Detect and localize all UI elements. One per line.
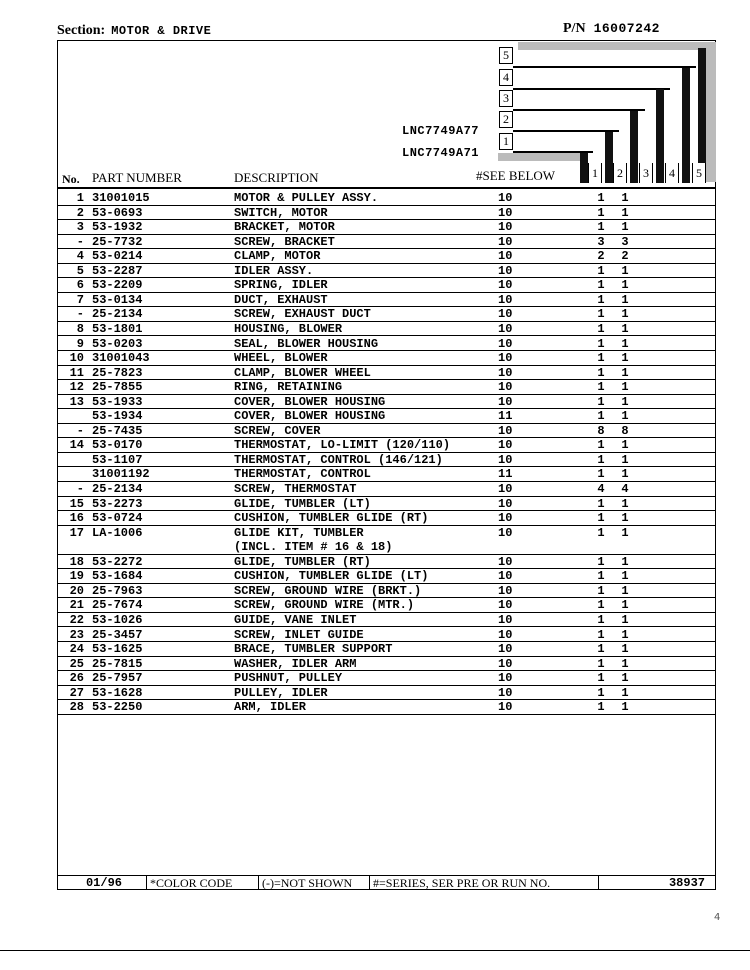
- row-description: SPRING, IDLER: [234, 278, 328, 293]
- row-qty-2: 1: [621, 438, 629, 453]
- row-part-number: 25-7957: [92, 671, 143, 686]
- row-number: -: [76, 482, 84, 496]
- row-number: 3: [76, 220, 84, 235]
- row-number: 18: [69, 554, 84, 569]
- series-stair-column: [605, 132, 613, 183]
- row-qty-2: 1: [621, 336, 629, 351]
- series-stair-shading: [518, 42, 716, 50]
- row-see-below: 10: [498, 612, 513, 627]
- pn-label: P/N: [563, 21, 586, 36]
- row-qty-2: 1: [621, 612, 629, 627]
- row-qty-2: 1: [621, 598, 629, 613]
- row-see-below: 10: [498, 569, 513, 584]
- row-part-number: 53-1684: [92, 569, 143, 584]
- series-stair-shading: [706, 42, 716, 182]
- row-qty-1: 2: [597, 249, 605, 264]
- row-see-below: 10: [498, 452, 513, 467]
- row-qty-2: 1: [621, 627, 629, 642]
- row-qty-2: 1: [621, 671, 629, 686]
- table-row: [58, 322, 715, 337]
- row-qty-1: 1: [597, 700, 605, 715]
- row-number: 20: [69, 583, 84, 598]
- row-part-number: 25-2134: [92, 482, 143, 496]
- row-number: -: [76, 423, 84, 438]
- row-see-below: 10: [498, 249, 513, 264]
- row-number: 13: [69, 394, 84, 409]
- table-row: [58, 293, 715, 308]
- row-see-below: 10: [498, 482, 513, 496]
- row-part-number: 25-7963: [92, 583, 143, 598]
- row-description: GUIDE, VANE INLET: [234, 612, 357, 627]
- row-qty-2: 1: [621, 278, 629, 293]
- table-row: [58, 540, 715, 555]
- row-number: -: [76, 234, 84, 249]
- series-leader-line: [513, 88, 670, 90]
- table-row: [58, 453, 715, 468]
- row-qty-2: 1: [621, 569, 629, 584]
- footer-legend: [58, 875, 715, 890]
- row-description: GLIDE KIT, TUMBLER: [234, 525, 364, 540]
- row-number: 23: [69, 627, 84, 642]
- row-part-number: 53-0724: [92, 511, 143, 526]
- table-row: [58, 555, 715, 570]
- row-qty-1: 1: [597, 671, 605, 686]
- row-description: SWITCH, MOTOR: [234, 205, 328, 220]
- row-qty-1: 4: [597, 482, 605, 496]
- row-part-number: 25-7435: [92, 423, 143, 438]
- table-row: [58, 409, 715, 424]
- row-qty-1: 1: [597, 525, 605, 540]
- row-number: 8: [76, 321, 84, 336]
- row-number: 14: [69, 438, 84, 453]
- table-row: [58, 628, 715, 643]
- row-qty-1: 1: [597, 263, 605, 278]
- row-part-number: 53-1801: [92, 321, 143, 336]
- table-row: [58, 482, 715, 497]
- table-row: [58, 497, 715, 512]
- row-qty-1: 1: [597, 685, 605, 700]
- row-qty-2: 1: [621, 380, 629, 395]
- row-qty-2: 1: [621, 452, 629, 467]
- row-description: SCREW, GROUND WIRE (BRKT.): [234, 583, 422, 598]
- row-qty-2: 1: [621, 685, 629, 700]
- row-qty-2: 1: [621, 511, 629, 526]
- row-qty-1: 1: [597, 409, 605, 424]
- row-part-number: 31001043: [92, 351, 150, 366]
- row-part-number: 25-7855: [92, 380, 143, 395]
- row-qty-1: 1: [597, 351, 605, 366]
- row-see-below: 10: [498, 598, 513, 613]
- row-see-below: 10: [498, 307, 513, 322]
- row-see-below: 10: [498, 263, 513, 278]
- table-row: [58, 657, 715, 672]
- row-see-below: 10: [498, 583, 513, 598]
- row-qty-1: 1: [597, 438, 605, 453]
- row-part-number: 53-2287: [92, 263, 143, 278]
- row-qty-1: 1: [597, 307, 605, 322]
- row-see-below: 10: [498, 336, 513, 351]
- model-number: LNC7749A77: [402, 124, 480, 138]
- row-number: 12: [69, 380, 84, 395]
- row-description: THERMOSTAT, CONTROL: [234, 467, 371, 482]
- row-qty-2: 1: [621, 467, 629, 482]
- qty-column-3: 3: [639, 163, 653, 183]
- row-number: 22: [69, 612, 84, 627]
- row-qty-1: 1: [597, 627, 605, 642]
- footer-series-legend: #=SERIES, SER PRE OR RUN NO.: [369, 876, 550, 890]
- column-header-description: DESCRIPTION: [234, 170, 319, 185]
- qty-column-2: 2: [613, 163, 627, 183]
- row-number: 16: [69, 511, 84, 526]
- series-box-5: 5: [499, 47, 513, 64]
- row-part-number: 31001015: [92, 191, 150, 205]
- table-row: [58, 264, 715, 279]
- row-description: GLIDE, TUMBLER (LT): [234, 496, 371, 511]
- table-row: [58, 337, 715, 352]
- pn-value: 16007242: [593, 21, 660, 36]
- series-stair-column: [580, 153, 588, 183]
- row-qty-1: 1: [597, 452, 605, 467]
- row-qty-2: 2: [621, 249, 629, 264]
- row-description: DUCT, EXHAUST: [234, 292, 328, 307]
- row-part-number: 25-3457: [92, 627, 143, 642]
- row-number: 24: [69, 642, 84, 657]
- row-description: SCREW, BRACKET: [234, 234, 335, 249]
- row-part-number: 53-1625: [92, 642, 143, 657]
- row-part-number: 53-2273: [92, 496, 143, 511]
- row-qty-1: 1: [597, 656, 605, 671]
- column-header-no: No.: [62, 172, 80, 186]
- row-see-below: 10: [498, 351, 513, 366]
- row-qty-1: 1: [597, 205, 605, 220]
- table-row: [58, 366, 715, 381]
- table-row: [58, 235, 715, 250]
- series-stair-column: [656, 89, 664, 183]
- row-see-below: 10: [498, 496, 513, 511]
- row-part-number: 53-1628: [92, 685, 143, 700]
- table-row: [58, 424, 715, 439]
- row-qty-1: 1: [597, 583, 605, 598]
- row-qty-2: 4: [621, 482, 629, 496]
- footer-divider: [598, 876, 602, 890]
- row-number: 26: [69, 671, 84, 686]
- header-rule: [58, 187, 715, 189]
- row-see-below: 10: [498, 191, 513, 205]
- footer-color-code: *COLOR CODE: [146, 876, 232, 890]
- row-rule: [58, 714, 715, 715]
- row-see-below: 10: [498, 278, 513, 293]
- table-row: [58, 671, 715, 686]
- row-part-number: 53-0693: [92, 205, 143, 220]
- row-part-number: 53-2250: [92, 700, 143, 715]
- row-part-number: 53-1107: [92, 452, 143, 467]
- row-qty-2: 1: [621, 321, 629, 336]
- series-box-2: 2: [499, 111, 513, 128]
- part-number-heading: [563, 21, 660, 37]
- row-qty-2: 1: [621, 583, 629, 598]
- qty-column-4: 4: [665, 163, 679, 183]
- row-description: BRACE, TUMBLER SUPPORT: [234, 642, 393, 657]
- row-qty-1: 1: [597, 220, 605, 235]
- table-row: [58, 351, 715, 366]
- row-number: 10: [69, 351, 84, 366]
- row-description: SCREW, EXHAUST DUCT: [234, 307, 371, 322]
- row-qty-1: 1: [597, 278, 605, 293]
- row-qty-2: 1: [621, 365, 629, 380]
- table-row: [58, 307, 715, 322]
- series-stair-column: [682, 68, 690, 183]
- row-description: HOUSING, BLOWER: [234, 321, 343, 336]
- row-qty-2: 1: [621, 700, 629, 715]
- row-see-below: 10: [498, 321, 513, 336]
- row-part-number: 53-2209: [92, 278, 143, 293]
- row-description: WASHER, IDLER ARM: [234, 656, 357, 671]
- row-qty-1: 8: [597, 423, 605, 438]
- table-row: [58, 395, 715, 410]
- row-see-below: 10: [498, 642, 513, 657]
- row-number: 25: [69, 656, 84, 671]
- row-see-below: 10: [498, 700, 513, 715]
- footer-not-shown: (-)=NOT SHOWN: [258, 876, 352, 890]
- row-part-number: 53-1932: [92, 220, 143, 235]
- series-box-3: 3: [499, 90, 513, 107]
- table-row: [58, 569, 715, 584]
- row-see-below: 10: [498, 525, 513, 540]
- row-see-below: 10: [498, 380, 513, 395]
- table-row: [58, 584, 715, 599]
- table-row: [58, 278, 715, 293]
- row-see-below: 10: [498, 554, 513, 569]
- row-see-below: 10: [498, 365, 513, 380]
- row-number: 21: [69, 598, 84, 613]
- row-qty-2: 1: [621, 263, 629, 278]
- row-description: THERMOSTAT, CONTROL (146/121): [234, 452, 443, 467]
- table-row: [58, 220, 715, 235]
- page-bottom-rule: [0, 950, 750, 951]
- row-qty-2: 1: [621, 292, 629, 307]
- table-row: [58, 686, 715, 701]
- table-row: [58, 613, 715, 628]
- row-description: WHEEL, BLOWER: [234, 351, 328, 366]
- row-part-number: 53-0134: [92, 292, 143, 307]
- row-qty-1: 1: [597, 321, 605, 336]
- row-description: COVER, BLOWER HOUSING: [234, 409, 386, 424]
- row-qty-1: 1: [597, 569, 605, 584]
- row-part-number: 53-1026: [92, 612, 143, 627]
- row-number: 6: [76, 278, 84, 293]
- series-leader-line: [513, 109, 645, 111]
- row-part-number: 53-0170: [92, 438, 143, 453]
- row-qty-2: 8: [621, 423, 629, 438]
- row-qty-1: 1: [597, 191, 605, 205]
- table-row: [58, 511, 715, 526]
- row-see-below: 10: [498, 438, 513, 453]
- row-description: COVER, BLOWER HOUSING: [234, 394, 386, 409]
- row-qty-1: 1: [597, 394, 605, 409]
- table-row: [58, 598, 715, 613]
- row-qty-2: 3: [621, 234, 629, 249]
- row-qty-1: 1: [597, 365, 605, 380]
- series-leader-line: [513, 66, 696, 68]
- qty-column-5: 5: [692, 163, 706, 183]
- row-see-below: 10: [498, 234, 513, 249]
- row-see-below: 10: [498, 627, 513, 642]
- row-qty-2: 1: [621, 351, 629, 366]
- row-see-below: 10: [498, 292, 513, 307]
- row-description: RING, RETAINING: [234, 380, 343, 395]
- row-number: -: [76, 307, 84, 322]
- row-description: CUSHION, TUMBLER GLIDE (RT): [234, 511, 429, 526]
- row-see-below: 10: [498, 394, 513, 409]
- row-part-number: 25-2134: [92, 307, 143, 322]
- row-number: 5: [76, 263, 84, 278]
- row-qty-2: 1: [621, 307, 629, 322]
- row-number: 27: [69, 685, 84, 700]
- table-row: [58, 438, 715, 453]
- row-description: CLAMP, BLOWER WHEEL: [234, 365, 371, 380]
- table-row: [58, 249, 715, 264]
- row-description: SCREW, THERMOSTAT: [234, 482, 357, 496]
- row-qty-1: 1: [597, 496, 605, 511]
- section-heading: [57, 23, 211, 39]
- row-part-number: 53-0203: [92, 336, 143, 351]
- row-description: CLAMP, MOTOR: [234, 249, 321, 264]
- row-see-below: 10: [498, 656, 513, 671]
- row-description: ARM, IDLER: [234, 700, 307, 715]
- row-see-below: 11: [498, 467, 513, 482]
- row-number: 17: [69, 525, 84, 540]
- corner-mark: 4: [714, 912, 721, 923]
- row-qty-2: 1: [621, 220, 629, 235]
- footer-doc-code: 38937: [668, 876, 705, 890]
- table-row: [58, 206, 715, 221]
- row-see-below: 10: [498, 220, 513, 235]
- table-row: [58, 700, 715, 715]
- table-row: [58, 642, 715, 657]
- row-description: IDLER ASSY.: [234, 263, 314, 278]
- row-qty-2: 1: [621, 525, 629, 540]
- table-row: [58, 191, 715, 206]
- row-part-number: LA-1006: [92, 525, 143, 540]
- row-description: (INCL. ITEM # 16 & 18): [234, 540, 393, 555]
- row-qty-1: 1: [597, 554, 605, 569]
- table-row: [58, 526, 715, 541]
- row-number: 19: [69, 569, 84, 584]
- row-description: BRACKET, MOTOR: [234, 220, 335, 235]
- series-stair-shading: [498, 153, 588, 161]
- row-qty-2: 1: [621, 191, 629, 205]
- table-row: [58, 380, 715, 395]
- row-number: 1: [76, 191, 84, 205]
- row-part-number: 31001192: [92, 467, 150, 482]
- column-header-part-number: PART NUMBER: [92, 170, 182, 185]
- qty-column-1: 1: [588, 163, 602, 183]
- row-see-below: 10: [498, 685, 513, 700]
- model-number: LNC7749A71: [402, 146, 480, 160]
- row-see-below: 10: [498, 671, 513, 686]
- series-leader-line: [513, 130, 619, 132]
- row-description: SCREW, INLET GUIDE: [234, 627, 364, 642]
- row-part-number: 25-7815: [92, 656, 143, 671]
- row-number: 7: [76, 292, 84, 307]
- row-qty-2: 1: [621, 656, 629, 671]
- row-qty-1: 1: [597, 511, 605, 526]
- row-part-number: 25-7823: [92, 365, 143, 380]
- row-qty-2: 1: [621, 409, 629, 424]
- row-number: 9: [76, 336, 84, 351]
- row-number: 11: [69, 365, 84, 380]
- row-description: CUSHION, TUMBLER GLIDE (LT): [234, 569, 429, 584]
- row-qty-1: 1: [597, 380, 605, 395]
- series-stair-column: [630, 111, 638, 183]
- row-description: PULLEY, IDLER: [234, 685, 328, 700]
- row-qty-2: 1: [621, 496, 629, 511]
- row-qty-1: 3: [597, 234, 605, 249]
- row-qty-1: 1: [597, 336, 605, 351]
- row-part-number: 25-7674: [92, 598, 143, 613]
- row-description: MOTOR & PULLEY ASSY.: [234, 191, 379, 205]
- row-number: 2: [76, 205, 84, 220]
- row-qty-1: 1: [597, 642, 605, 657]
- row-description: SCREW, GROUND WIRE (MTR.): [234, 598, 415, 613]
- row-part-number: 53-1933: [92, 394, 143, 409]
- row-part-number: 53-0214: [92, 249, 143, 264]
- row-description: PUSHNUT, PULLEY: [234, 671, 343, 686]
- row-qty-2: 1: [621, 205, 629, 220]
- row-see-below: 10: [498, 205, 513, 220]
- row-see-below: 11: [498, 409, 513, 424]
- row-description: THERMOSTAT, LO-LIMIT (120/110): [234, 438, 451, 453]
- row-qty-2: 1: [621, 642, 629, 657]
- row-qty-1: 1: [597, 292, 605, 307]
- column-header-see-below: #SEE BELOW: [476, 168, 556, 183]
- row-qty-1: 1: [597, 467, 605, 482]
- table-row: [58, 467, 715, 482]
- row-qty-1: 1: [597, 612, 605, 627]
- row-see-below: 10: [498, 423, 513, 438]
- row-description: SCREW, COVER: [234, 423, 321, 438]
- row-description: SEAL, BLOWER HOUSING: [234, 336, 379, 351]
- section-label: Section:: [57, 23, 106, 38]
- series-box-4: 4: [499, 69, 513, 86]
- footer-date: 01/96: [85, 876, 122, 890]
- row-see-below: 10: [498, 511, 513, 526]
- row-qty-2: 1: [621, 394, 629, 409]
- row-qty-2: 1: [621, 554, 629, 569]
- row-part-number: 53-2272: [92, 554, 143, 569]
- row-number: 28: [69, 700, 84, 715]
- series-box-1: 1: [499, 133, 513, 150]
- row-number: 15: [69, 496, 84, 511]
- row-part-number: 53-1934: [92, 409, 143, 424]
- section-value: MOTOR & DRIVE: [111, 24, 212, 38]
- row-part-number: 25-7732: [92, 234, 143, 249]
- row-qty-1: 1: [597, 598, 605, 613]
- row-number: 4: [76, 249, 84, 264]
- row-description: GLIDE, TUMBLER (RT): [234, 554, 371, 569]
